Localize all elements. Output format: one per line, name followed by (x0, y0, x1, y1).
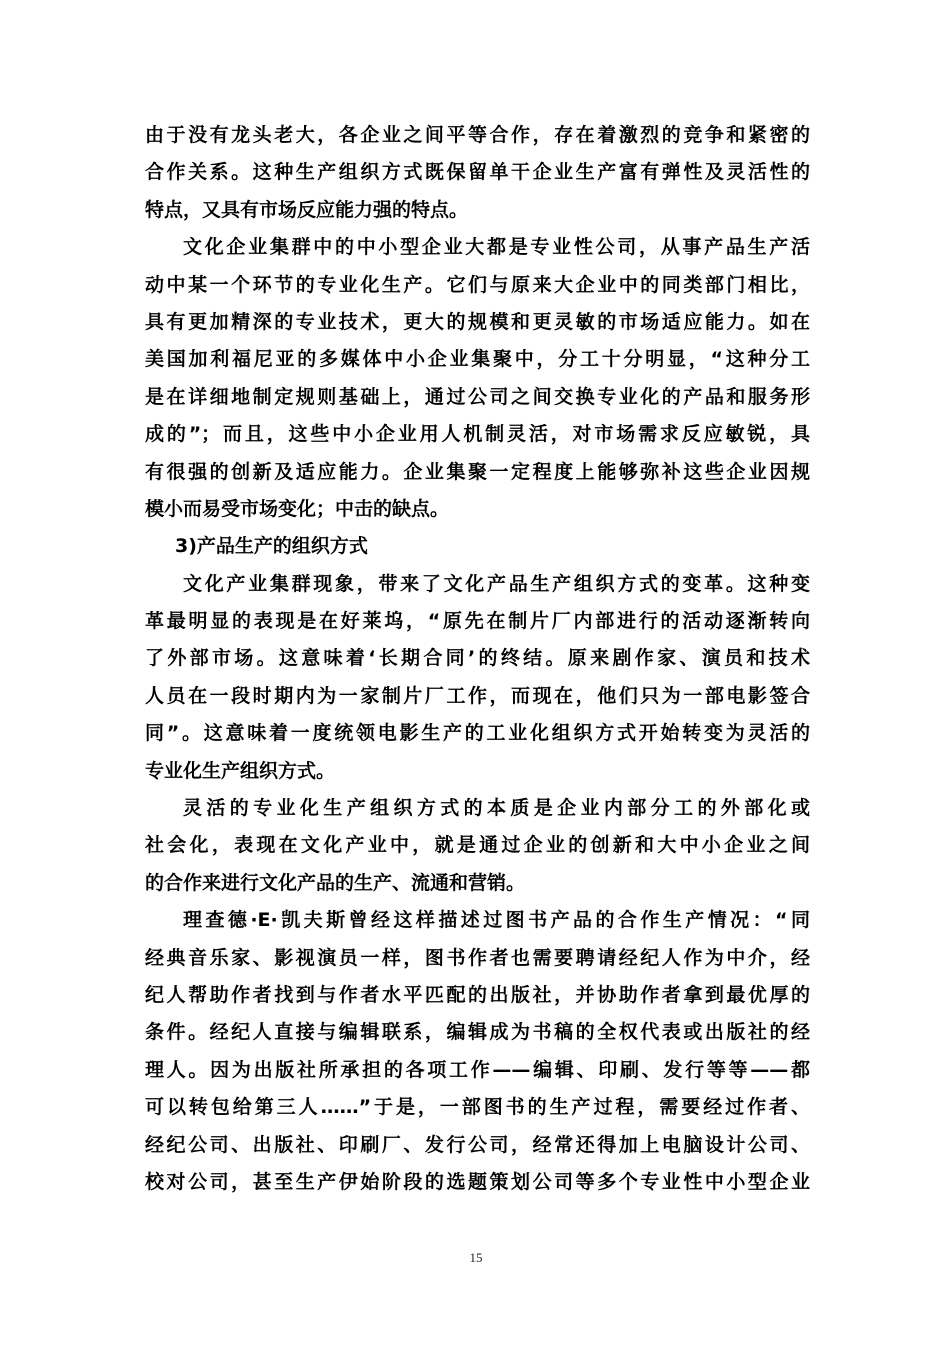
text-line: 社会化，表现在文化产业中，就是通过企业的创新和大中小企业之间 (145, 834, 810, 857)
text-line: 专业化生产组织方式。 (145, 759, 336, 782)
paragraph (145, 790, 810, 902)
paragraph (145, 566, 810, 790)
text-line: 文化产业集群现象，带来了文化产品生产组织方式的变革。这种变 (183, 572, 810, 595)
body-text (145, 117, 810, 1201)
page-number: 15 (469, 1250, 483, 1265)
text-line: 经典音乐家、影视演员一样，图书作者也需要聘请经纪人作为中介，经 (145, 946, 810, 969)
text-line: 人员在一段时期内为一家制片厂工作，而现在，他们只为一部电影签合 (145, 684, 810, 707)
text-line: 可以转包给第三人……”于是，一部图书的生产过程，需要经过作者、 (145, 1096, 810, 1119)
text-line: 具有更加精深的专业技术，更大的规模和更灵敏的市场适应能力。如在 (145, 310, 810, 333)
paragraph (145, 117, 810, 229)
text-line: 校对公司，甚至生产伊始阶段的选题策划公司等多个专业性中小型企业 (145, 1170, 810, 1193)
text-line: 经纪公司、出版社、印刷厂、发行公司，经常还得加上电脑设计公司、 (145, 1133, 810, 1156)
text-line: 特点，又具有市场反应能力强的特点。 (145, 198, 469, 221)
text-line: 同”。这意味着一度统领电影生产的工业化组织方式开始转变为灵活的 (145, 722, 810, 745)
paragraph (145, 902, 810, 1201)
text-line: 由于没有龙头老大，各企业之间平等合作，存在着激烈的竞争和紧密的 (145, 124, 810, 146)
text-line: 文化企业集群中的中小型企业大都是专业性公司，从事产品生产活 (183, 236, 810, 259)
text-line: 有很强的创新及适应能力。企业集聚一定程度上能够弥补这些企业因规 (145, 460, 810, 483)
text-line: 的合作来进行文化产品的生产、流通和营销。 (145, 871, 526, 894)
text-line: 理查德·E·凯夫斯曾经这样描述过图书产品的合作生产情况：“同 (183, 909, 810, 932)
text-line: 纪人帮助作者找到与作者水平匹配的出版社，并协助作者拿到最优厚的 (145, 983, 810, 1006)
text-line: 是在详细地制定规则基础上，通过公司之间交换专业化的产品和服务形 (145, 385, 810, 408)
text-line: 革最明显的表现是在好莱坞，“原先在制片厂内部进行的活动逐渐转向 (145, 610, 810, 633)
text-line: 模小而易受市场变化；中击的缺点。 (145, 497, 450, 520)
text-line: 了外部市场。这意味着‘长期合同’的终结。原来剧作家、演员和技术 (145, 647, 810, 670)
text-line: 条件。经纪人直接与编辑联系，编辑成为书稿的全权代表或出版社的经 (145, 1021, 810, 1044)
text-line: 合作关系。这种生产组织方式既保留单干企业生产富有弹性及灵活性的 (145, 161, 810, 184)
text-line: 动中某一个环节的专业化生产。它们与原来大企业中的同类部门相比， (145, 273, 810, 296)
text-line: 灵活的专业化生产组织方式的本质是企业内部分工的外部化或 (183, 797, 810, 820)
text-line: 理人。因为出版社所承担的各项工作——编辑、印刷、发行等等——都 (145, 1058, 810, 1081)
section-heading: 3)产品生产的组织方式 (175, 535, 368, 558)
text-line: 美国加利福尼亚的多媒体中小企业集聚中，分工十分明显，“这种分工 (145, 348, 810, 371)
paragraph (145, 229, 810, 528)
text-line: 成的”；而且，这些中小企业用人机制灵活，对市场需求反应敏锐，具 (145, 423, 810, 446)
